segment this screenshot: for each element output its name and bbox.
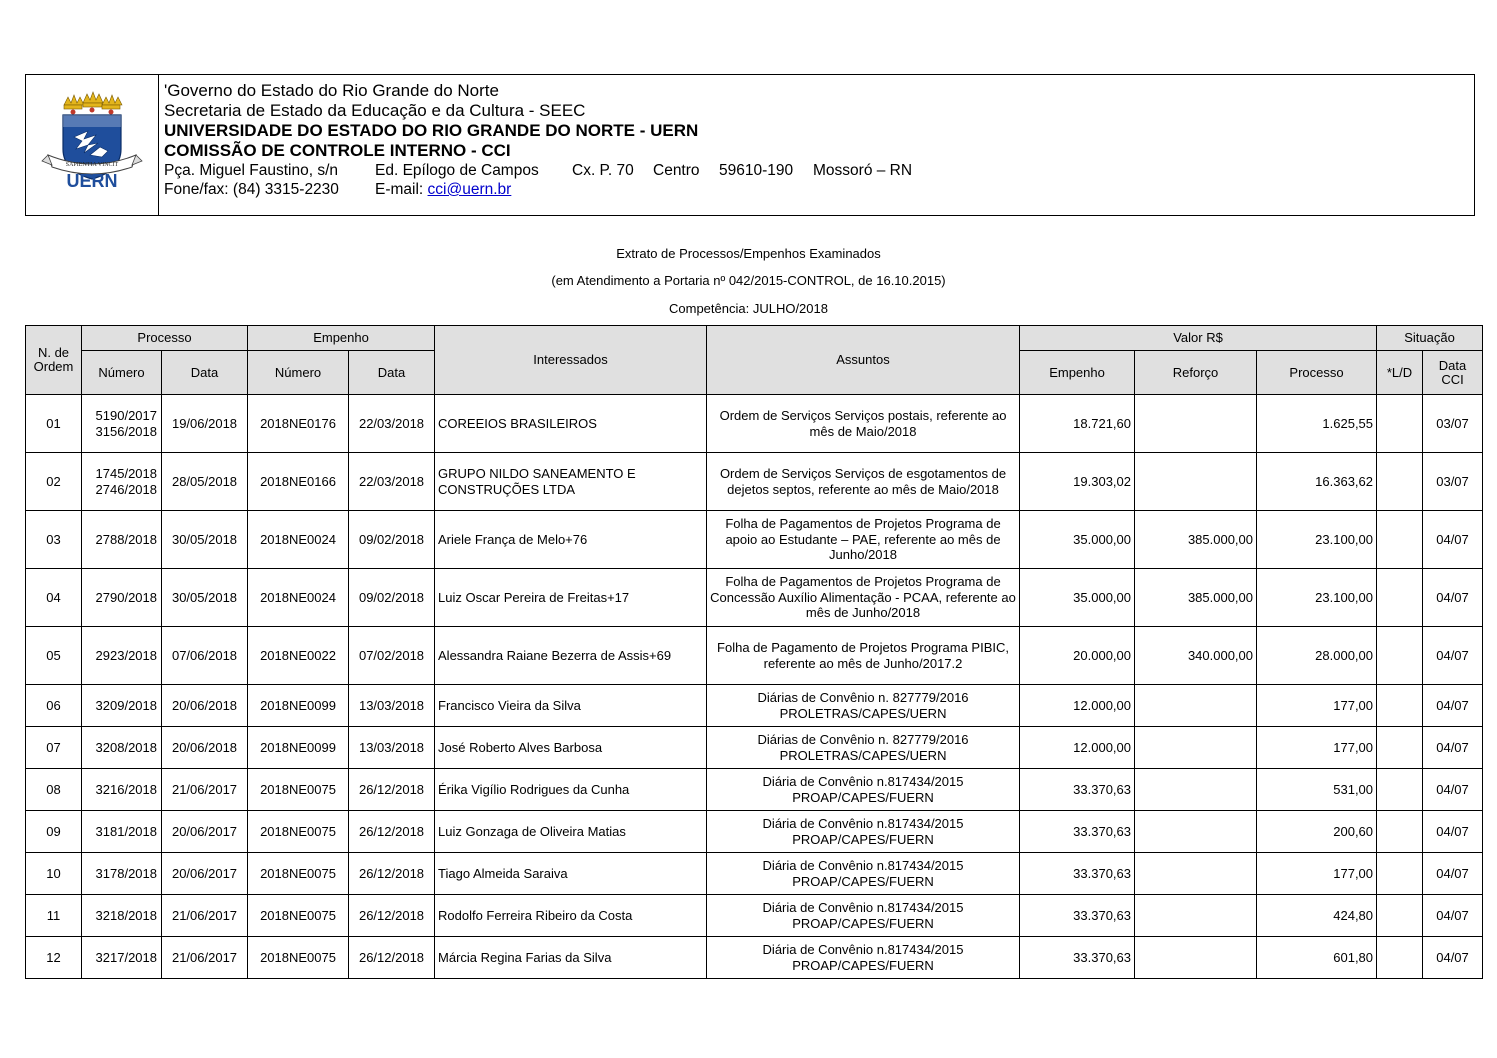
- cell-data-cci: 04/07: [1423, 627, 1483, 685]
- header-address: [164, 161, 1474, 180]
- processo-numero: 2790/2018: [95, 589, 157, 605]
- cell-empenho-data: 26/12/2018: [349, 895, 435, 937]
- cell-valor-processo: 424,80: [1257, 895, 1377, 937]
- cell-processo-data: 20/06/2018: [162, 727, 248, 769]
- cell-empenho-data: 09/02/2018: [349, 511, 435, 569]
- cell-empenho-numero: 2018NE0022: [248, 627, 349, 685]
- cell-interessados: José Roberto Alves Barbosa: [435, 727, 707, 769]
- cell-processo-numero: [82, 727, 162, 769]
- processo-numero: 2923/2018: [95, 647, 157, 663]
- cell-valor-processo: 23.100,00: [1257, 569, 1377, 627]
- cell-valor-reforco: [1135, 769, 1257, 811]
- address-street: Pça. Miguel Faustino, s/n: [164, 162, 339, 179]
- cell-ld: [1377, 569, 1423, 627]
- cell-ld: [1377, 395, 1423, 453]
- cell-valor-processo: 177,00: [1257, 685, 1377, 727]
- cell-empenho-numero: 2018NE0176: [248, 395, 349, 453]
- cell-processo-data: 20/06/2017: [162, 853, 248, 895]
- table-body: [26, 395, 1483, 979]
- cell-valor-empenho: 33.370,63: [1020, 853, 1135, 895]
- cell-valor-processo: 531,00: [1257, 769, 1377, 811]
- cell-ordem: 04: [26, 569, 82, 627]
- cell-valor-reforco: [1135, 685, 1257, 727]
- cell-data-cci: 03/07: [1423, 453, 1483, 511]
- cell-ld: [1377, 811, 1423, 853]
- cell-empenho-data: 13/03/2018: [349, 685, 435, 727]
- cell-processo-data: 21/06/2017: [162, 769, 248, 811]
- cell-empenho-data: 22/03/2018: [349, 395, 435, 453]
- processo-numero: 3208/2018: [95, 739, 157, 755]
- cell-ordem: 10: [26, 853, 82, 895]
- cell-empenho-data: 07/02/2018: [349, 627, 435, 685]
- cell-valor-empenho: 35.000,00: [1020, 569, 1135, 627]
- cell-empenho-data: 26/12/2018: [349, 937, 435, 979]
- cell-interessados: Luiz Oscar Pereira de Freitas+17: [435, 569, 707, 627]
- table-row: [26, 937, 1483, 979]
- address-box: Cx. P. 70: [572, 162, 634, 179]
- processo-numero: 3209/2018: [95, 697, 157, 713]
- cell-valor-reforco: [1135, 937, 1257, 979]
- cell-empenho-data: 26/12/2018: [349, 811, 435, 853]
- cell-interessados: GRUPO NILDO SANEAMENTO E CONSTRUÇÕES LTDA: [435, 453, 707, 511]
- header-valor: Valor R$: [1020, 326, 1377, 351]
- cell-valor-reforco: [1135, 853, 1257, 895]
- cell-empenho-data: 09/02/2018: [349, 569, 435, 627]
- cell-data-cci: 04/07: [1423, 569, 1483, 627]
- cell-empenho-numero: 2018NE0075: [248, 937, 349, 979]
- logo-text: UERN: [66, 171, 118, 191]
- cell-valor-empenho: 35.000,00: [1020, 511, 1135, 569]
- cell-valor-empenho: 33.370,63: [1020, 811, 1135, 853]
- header-processo: Processo: [82, 326, 248, 351]
- cell-data-cci: 04/07: [1423, 727, 1483, 769]
- processo-numero: 3216/2018: [95, 781, 157, 797]
- cell-valor-reforco: [1135, 453, 1257, 511]
- cell-assuntos: Diária de Convênio n.817434/2015 PROAP/CAPES/FUERN: [707, 769, 1020, 811]
- report-title: Extrato de Processos/Empenhos Examinados: [616, 246, 881, 261]
- header-valor-processo: Processo: [1257, 351, 1377, 395]
- cell-processo-data: 19/06/2018: [162, 395, 248, 453]
- logo-cell: [26, 75, 159, 215]
- processo-numero: 3181/2018: [95, 823, 157, 839]
- cell-interessados: Luiz Gonzaga de Oliveira Matias: [435, 811, 707, 853]
- table-row: [26, 727, 1483, 769]
- cell-empenho-data: 26/12/2018: [349, 853, 435, 895]
- cell-empenho-numero: 2018NE0099: [248, 685, 349, 727]
- cell-processo-numero: [82, 811, 162, 853]
- cell-valor-processo: 16.363,62: [1257, 453, 1377, 511]
- cell-processo-numero: [82, 453, 162, 511]
- cell-empenho-numero: 2018NE0075: [248, 895, 349, 937]
- cell-processo-data: 21/06/2017: [162, 937, 248, 979]
- header-line-government: 'Governo do Estado do Rio Grande do Norte: [164, 81, 499, 100]
- cell-valor-empenho: 19.303,02: [1020, 453, 1135, 511]
- cell-assuntos: Diária de Convênio n.817434/2015 PROAP/CAPES/FUERN: [707, 853, 1020, 895]
- cell-ld: [1377, 937, 1423, 979]
- cell-ordem: 07: [26, 727, 82, 769]
- table-row: [26, 627, 1483, 685]
- cell-valor-empenho: 33.370,63: [1020, 895, 1135, 937]
- cell-valor-empenho: 12.000,00: [1020, 685, 1135, 727]
- header-processo-data: Data: [162, 351, 248, 395]
- cell-interessados: Francisco Vieira da Silva: [435, 685, 707, 727]
- address-zip: 59610-190: [719, 162, 794, 179]
- cell-valor-processo: 1.625,55: [1257, 395, 1377, 453]
- cell-empenho-data: 22/03/2018: [349, 453, 435, 511]
- cell-valor-processo: 200,60: [1257, 811, 1377, 853]
- cell-empenho-numero: 2018NE0075: [248, 811, 349, 853]
- processo-numero: 3217/2018: [95, 949, 157, 965]
- cell-empenho-data: 13/03/2018: [349, 727, 435, 769]
- address-building: Ed. Epílogo de Campos: [375, 162, 539, 179]
- letterhead-text: [159, 75, 1474, 215]
- cell-data-cci: 04/07: [1423, 895, 1483, 937]
- header-phone: Fone/fax: (84) 3315-2230: [164, 181, 339, 198]
- cell-interessados: COREEIOS BRASILEIROS: [435, 395, 707, 453]
- cell-empenho-numero: 2018NE0075: [248, 769, 349, 811]
- cell-valor-processo: 23.100,00: [1257, 511, 1377, 569]
- table-row: [26, 895, 1483, 937]
- cell-assuntos: Diária de Convênio n.817434/2015 PROAP/CAPES/FUERN: [707, 895, 1020, 937]
- header-assuntos: Assuntos: [707, 326, 1020, 395]
- cell-assuntos: Diárias de Convênio n. 827779/2016 PROLETRAS/CAPES/UERN: [707, 727, 1020, 769]
- header-line-university: UNIVERSIDADE DO ESTADO DO RIO GRANDE DO NORTE - UERN: [164, 121, 699, 140]
- cell-processo-numero: [82, 511, 162, 569]
- process-table: [25, 325, 1483, 979]
- cell-processo-numero: [82, 685, 162, 727]
- cell-empenho-numero: 2018NE0166: [248, 453, 349, 511]
- cell-valor-reforco: 340.000,00: [1135, 627, 1257, 685]
- cell-ordem: 09: [26, 811, 82, 853]
- cell-processo-data: 30/05/2018: [162, 569, 248, 627]
- cell-assuntos: Diárias de Convênio n. 827779/2016 PROLETRAS/CAPES/UERN: [707, 685, 1020, 727]
- cell-data-cci: 04/07: [1423, 811, 1483, 853]
- cell-interessados: Alessandra Raiane Bezerra de Assis+69: [435, 627, 707, 685]
- cell-empenho-numero: 2018NE0099: [248, 727, 349, 769]
- cell-interessados: Ariele França de Melo+76: [435, 511, 707, 569]
- processo-numero: 3218/2018: [95, 907, 157, 923]
- cell-ld: [1377, 853, 1423, 895]
- cell-valor-reforco: [1135, 395, 1257, 453]
- cell-assuntos: Folha de Pagamentos de Projetos Programa de Concessão Auxílio Alimentação - PCAA, referente ao mês de Junho/2018: [707, 569, 1020, 627]
- cell-processo-data: 20/06/2018: [162, 685, 248, 727]
- header-line-secretariat: Secretaria de Estado da Educação e da Cultura - SEEC: [164, 101, 586, 120]
- cell-assuntos: Folha de Pagamento de Projetos Programa PIBIC, referente ao mês de Junho/2017.2: [707, 627, 1020, 685]
- cell-data-cci: 03/07: [1423, 395, 1483, 453]
- cell-processo-numero: [82, 937, 162, 979]
- cell-assuntos: Folha de Pagamentos de Projetos Programa de apoio ao Estudante – PAE, referente ao mês de Junho/2018: [707, 511, 1020, 569]
- processo-numero: 3156/2018: [95, 423, 157, 439]
- header-contact: [164, 180, 1474, 199]
- cell-ld: [1377, 511, 1423, 569]
- table-row: [26, 811, 1483, 853]
- cell-valor-reforco: 385.000,00: [1135, 511, 1257, 569]
- uern-logo-icon: [26, 75, 158, 215]
- header-processo-numero: Número: [82, 351, 162, 395]
- header-ordem: N. de Ordem: [26, 326, 82, 395]
- header-valor-reforco: Reforço: [1135, 351, 1257, 395]
- cell-processo-numero: [82, 853, 162, 895]
- cell-empenho-data: 26/12/2018: [349, 769, 435, 811]
- cell-assuntos: Diária de Convênio n.817434/2015 PROAP/CAPES/FUERN: [707, 811, 1020, 853]
- report-competence: Competência: JULHO/2018: [669, 301, 828, 316]
- header-situacao: Situação: [1377, 326, 1483, 351]
- cell-processo-data: 21/06/2017: [162, 895, 248, 937]
- cell-valor-processo: 28.000,00: [1257, 627, 1377, 685]
- processo-numero: 2746/2018: [95, 481, 157, 497]
- cell-ld: [1377, 685, 1423, 727]
- report-subtitle: (em Atendimento a Portaria nº 042/2015-CONTROL, de 16.10.2015): [551, 273, 946, 288]
- header-valor-empenho: Empenho: [1020, 351, 1135, 395]
- cell-ordem: 06: [26, 685, 82, 727]
- table-row: [26, 569, 1483, 627]
- header-ld: *L/D: [1377, 351, 1423, 395]
- cell-processo-numero: [82, 895, 162, 937]
- cell-interessados: Érika Vigílio Rodrigues da Cunha: [435, 769, 707, 811]
- cell-valor-reforco: 385.000,00: [1135, 569, 1257, 627]
- table-row: [26, 453, 1483, 511]
- cell-data-cci: 04/07: [1423, 937, 1483, 979]
- cell-valor-empenho: 20.000,00: [1020, 627, 1135, 685]
- cell-data-cci: 04/07: [1423, 853, 1483, 895]
- table-row: [26, 853, 1483, 895]
- table-row: [26, 395, 1483, 453]
- processo-numero: 1745/2018: [95, 466, 157, 481]
- cell-processo-data: 20/06/2017: [162, 811, 248, 853]
- cell-data-cci: 04/07: [1423, 685, 1483, 727]
- cell-ordem: 08: [26, 769, 82, 811]
- cell-valor-processo: 177,00: [1257, 853, 1377, 895]
- cell-empenho-numero: 2018NE0024: [248, 569, 349, 627]
- cell-processo-data: 07/06/2018: [162, 627, 248, 685]
- cell-processo-numero: [82, 627, 162, 685]
- cell-valor-empenho: 33.370,63: [1020, 769, 1135, 811]
- letterhead: [25, 74, 1475, 216]
- cell-assuntos: Ordem de Serviços Serviços postais, referente ao mês de Maio/2018: [707, 395, 1020, 453]
- cell-valor-reforco: [1135, 727, 1257, 769]
- cell-interessados: Márcia Regina Farias da Silva: [435, 937, 707, 979]
- cell-processo-data: 28/05/2018: [162, 453, 248, 511]
- processo-numero: 2788/2018: [95, 531, 157, 547]
- cell-valor-reforco: [1135, 811, 1257, 853]
- cell-valor-processo: 601,80: [1257, 937, 1377, 979]
- address-district: Centro: [653, 162, 700, 179]
- cell-ld: [1377, 627, 1423, 685]
- cell-ld: [1377, 453, 1423, 511]
- cell-data-cci: 04/07: [1423, 769, 1483, 811]
- cell-ordem: 02: [26, 453, 82, 511]
- cell-valor-empenho: 18.721,60: [1020, 395, 1135, 453]
- cell-empenho-numero: 2018NE0024: [248, 511, 349, 569]
- cell-interessados: Rodolfo Ferreira Ribeiro da Costa: [435, 895, 707, 937]
- cell-processo-numero: [82, 569, 162, 627]
- header-email-link[interactable]: cci@uern.br: [427, 181, 512, 198]
- cell-ordem: 05: [26, 627, 82, 685]
- cell-assuntos: Diária de Convênio n.817434/2015 PROAP/CAPES/FUERN: [707, 937, 1020, 979]
- header-email-label: E-mail:: [375, 181, 424, 198]
- cell-valor-empenho: 33.370,63: [1020, 937, 1135, 979]
- header-empenho-numero: Número: [248, 351, 349, 395]
- cell-ld: [1377, 895, 1423, 937]
- header-empenho: Empenho: [248, 326, 435, 351]
- table-row: [26, 769, 1483, 811]
- table-row: [26, 511, 1483, 569]
- cell-ordem: 12: [26, 937, 82, 979]
- cell-processo-numero: [82, 395, 162, 453]
- processo-numero: 3178/2018: [95, 865, 157, 881]
- cell-data-cci: 04/07: [1423, 511, 1483, 569]
- cell-ordem: 01: [26, 395, 82, 453]
- table-row: [26, 685, 1483, 727]
- cell-processo-numero: [82, 769, 162, 811]
- header-data-cci: Data CCI: [1423, 351, 1483, 395]
- cell-ordem: 03: [26, 511, 82, 569]
- header-interessados: Interessados: [435, 326, 707, 395]
- cell-ld: [1377, 727, 1423, 769]
- processo-numero: 5190/2017: [95, 408, 157, 423]
- logo-motto: SAPIENTIA VINCIT: [65, 162, 119, 168]
- cell-assuntos: Ordem de Serviços Serviços de esgotamentos de dejetos septos, referente ao mês de Maio/2018: [707, 453, 1020, 511]
- address-city: Mossoró – RN: [813, 162, 913, 179]
- cell-valor-processo: 177,00: [1257, 727, 1377, 769]
- cell-ordem: 11: [26, 895, 82, 937]
- cell-ld: [1377, 769, 1423, 811]
- cell-valor-empenho: 12.000,00: [1020, 727, 1135, 769]
- cell-processo-data: 30/05/2018: [162, 511, 248, 569]
- cell-empenho-numero: 2018NE0075: [248, 853, 349, 895]
- cell-valor-reforco: [1135, 895, 1257, 937]
- header-empenho-data: Data: [349, 351, 435, 395]
- cell-interessados: Tiago Almeida Saraiva: [435, 853, 707, 895]
- header-line-commission: COMISSÃO DE CONTROLE INTERNO - CCI: [164, 141, 511, 160]
